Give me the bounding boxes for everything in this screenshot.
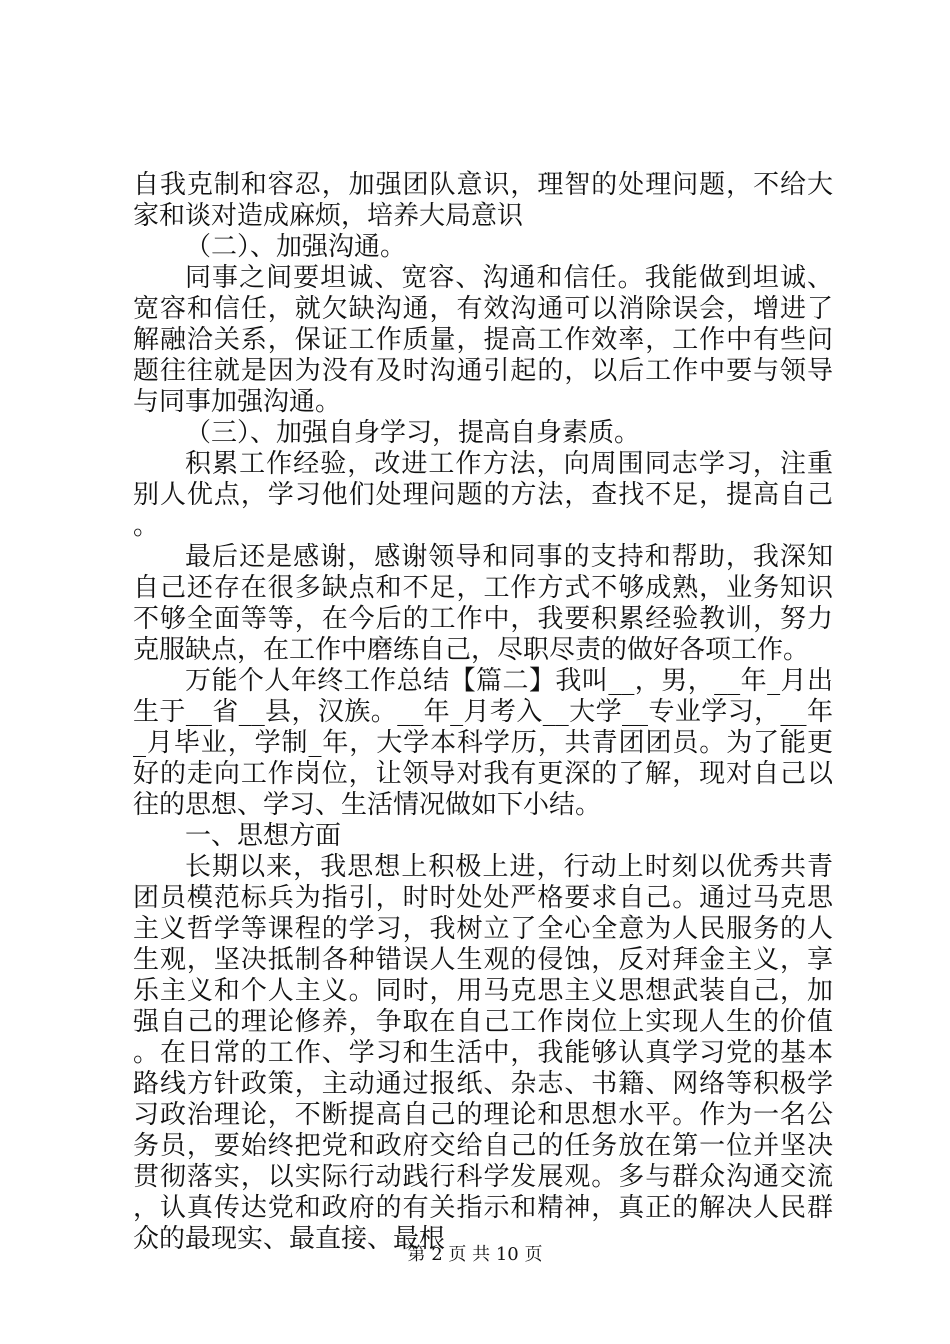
paragraph-3: 同事之间要坦诚、宽容、沟通和信任。我能做到坦诚、宽容和信任，就欠缺沟通，有效沟通可以消除误会，增进了解融洽关系，保证工作质量，提高工作效率，工作中有些问题往往就是因为没有及时沟通引起的，以后工作中要与领导与同事加强沟通。 (133, 263, 833, 417)
section-heading-thought: 一、思想方面 (185, 821, 342, 851)
paragraph-7: 万能个人年终工作总结【篇二】我叫__，男，__年_月出生于__省__县，汉族。__年_月考入__大学__专业学习，__年_月毕业，学制_年，大学本科学历，共青团团员。为了能更好的走向工作岗位，让领导对我有更深的了解，现对自己以往的思想、学习、生活情况做如下小结。 (133, 666, 833, 820)
document-body (133, 170, 833, 1255)
section-heading-2: （二）、加强沟通。 (185, 232, 407, 262)
section-heading-3: （三）、加强自身学习，提高自身素质。 (185, 418, 641, 448)
paragraph-5: 积累工作经验，改进工作方法，向周围同志学习，注重别人优点，学习他们处理问题的方法，查找不足，提高自己。 (133, 449, 833, 541)
paragraph-9: 长期以来，我思想上积极上进，行动上时刻以优秀共青团员模范标兵为指引，时时处处严格要求自己。通过马克思主义哲学等课程的学习，我树立了全心全意为人民服务的人生观，坚决抵制各种错误人生观的侵蚀，反对拜金主义，享乐主义和个人主义。同时，用马克思主义思想武装自己，加强自己的理论修养，争取在自己工作岗位上实现人生的价值。在日常的工作、学习和生活中，我能够认真学习党的基本路线方针政策，主动通过报纸、杂志、书籍、网络等积极学习政治理论，不断提高自己的理论和思想水平。作为一名公务员，要始终把党和政府交给自己的任务放在第一位并坚决贯彻落实，以实际行动践行科学发展观。多与群众沟通交流，认真传达党和政府的有关指示和精神，真正的解决人民群众的最现实、最直接、最根 (133, 852, 833, 1254)
page-number-footer: 第 2 页 共 10 页 (407, 1244, 543, 1265)
paragraph-6: 最后还是感谢，感谢领导和同事的支持和帮助，我深知自己还存在很多缺点和不足，工作方式不够成熟，业务知识不够全面等等，在今后的工作中，我要积累经验教训，努力克服缺点，在工作中磨练自己，尽职尽责的做好各项工作。 (133, 542, 833, 665)
paragraph-1: 自我克制和容忍，加强团队意识，理智的处理问题，不给大家和谈对造成麻烦，培养大局意识 (133, 170, 833, 231)
